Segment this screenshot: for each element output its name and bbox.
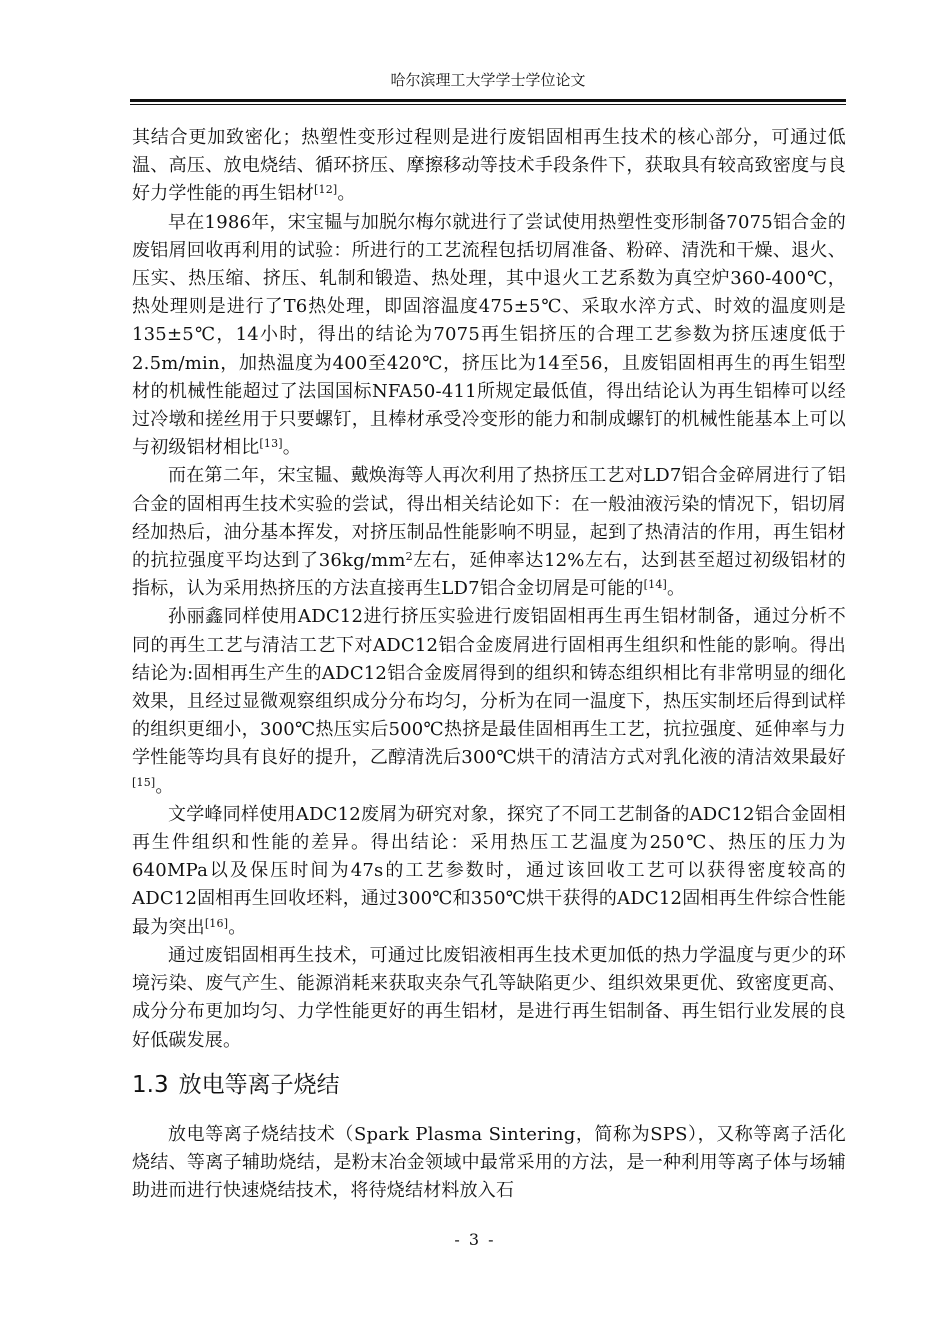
paragraph-sps-intro: 放电等离子烧结技术（Spark Plasma Sintering，简称为SPS），又称等离子活化烧结、等离子辅助烧结，是粉末冶金领域中最常采用的方法，是一种利用等离子体与场辅助进而进行快速烧结技术，将待烧结材料放入石 (132, 1123, 846, 1202)
paragraph-wen-xuefeng: 文学峰同样使用ADC12废屑为研究对象，探究了不同工艺制备的ADC12铝合金固相再生件组织和性能的差异。得出结论：采用热压工艺温度为250℃、热压的压力为640MPa以及保压时间为47s的工艺参数时，通过该回收工艺可以获得密度较高的ADC12固相再生回收坯料，通过300℃和350℃烘干获得的ADC12固相再生件综合性能最为突出[16]。 (132, 803, 846, 938)
body-text (132, 124, 846, 1205)
section-number: 1.3 (132, 1071, 169, 1098)
citation-ref: [16] (204, 916, 229, 930)
citation-ref: [12] (314, 183, 338, 197)
citation-ref: [13] (259, 437, 283, 451)
page-header: 哈尔滨理工大学学士学位论文 (390, 71, 586, 89)
paragraph-ld7-experiment: 而在第二年，宋宝韫、戴焕海等人再次利用了热挤压工艺对LD7铝合金碎屑进行了铝合金的固相再生技术实验的尝试，得出相关结论如下：在一般油液污染的情况下，铝切屑经加热后，油分基本挥发，对挤压制品性能影响不明显，起到了热清洁的作用，再生铝材的抗拉强度平均达到了$36kg/mm^2$左右，延伸率达12%左右，达到甚至超过初级铝材的指标，认为采用热挤压的方法直接再生LD7铝合金切屑是可能的[14]。 (132, 465, 846, 600)
paragraph-continuation: 其结合更加致密化；热塑性变形过程则是进行废铝固相再生技术的核心部分，可通过低温、高压、放电烧结、循环挤压、摩擦移动等技术手段条件下，获取具有较高致密度与良好力学性能的再生铝材[12]。 (132, 127, 846, 205)
citation-ref: [15] (132, 775, 156, 789)
section-heading (132, 1069, 846, 1101)
section-title: 放电等离子烧结 (178, 1071, 340, 1098)
citation-ref: [14] (643, 578, 668, 592)
page-number: - 3 - (454, 1230, 496, 1249)
header-rule-thin (130, 104, 846, 105)
header-rule-thick (130, 99, 846, 102)
paragraph-song-1986: 早在1986年，宋宝韫与加脱尔梅尔就进行了尝试使用热塑性变形制备7075铝合金的废铝屑回收再利用的试验：所进行的工艺流程包括切屑准备、粉碎、清洗和干燥、退火、压实、热压缩、挤压、轧制和锻造、热处理，其中退火工艺系数为真空炉360-400℃，热处理则是进行了T6热处理，即固溶温度475±5℃、采取水淬方式、时效的温度则是135±5℃，14小时，得出的结论为7075再生铝挤压的合理工艺参数为挤压速度低于2.5m/min，加热温度为400至420℃，挤压比为14至56，且废铝固相再生的再生铝型材的机械性能超过了法国国标NFA50-411所规定最低值，得出结论认为再生铝棒可以经过冷墩和搓丝用于只要螺钉，且棒材承受冷变形的能力和制成螺钉的机械性能基本上可以与初级铝材相比[13]。 (132, 211, 846, 459)
paragraph-summary: 通过废铝固相再生技术，可通过比废铝液相再生技术更加低的热力学温度与更少的环境污染、废气产生、能源消耗来获取夹杂气孔等缺陷更少、组织效果更优、致密度更高、成分分布更加均匀、力学性能更好的再生铝材，是进行再生铝制备、再生铝行业发展的良好低碳发展。 (132, 944, 846, 1051)
superscript-unit: 2 (405, 550, 413, 564)
paragraph-sun-lixin: 孙丽鑫同样使用ADC12进行挤压实验进行废铝固相再生再生铝材制备，通过分析不同的再生工艺与清洁工艺下对ADC12铝合金废屑进行固相再生组织和性能的影响。得出结论为:固相再生产生的ADC12铝合金废屑得到的组织和铸态组织相比有非常明显的细化效果，且经过显微观察组织成分分布均匀，分析为在同一温度下，热压实制坯后得到试样的组织更细小，300℃热压实后500℃热挤是最佳固相再生工艺，抗拉强度、延伸率与力学性能等均具有良好的提升，乙醇清洗后300℃烘干的清洁方式对乳化液的清洁效果最好[15]。 (132, 606, 846, 797)
